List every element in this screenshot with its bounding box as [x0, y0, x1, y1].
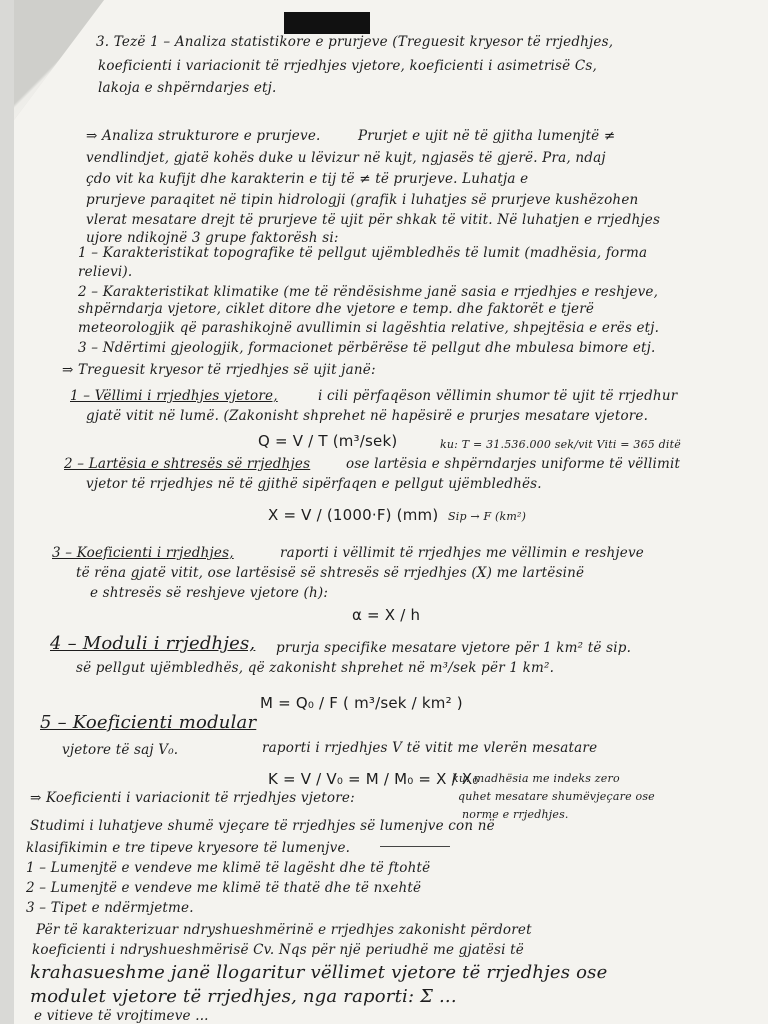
indicator-3-text: të rëna gjatë vitit, ose lartësisë së shtresës së rrjedhjes (X) me lartësinë [76, 565, 585, 581]
indicator-5-text: vjetore të saj V₀. [62, 742, 179, 758]
indicator-4-text: së pellgut ujëmbledhës, që zakonisht shprehet në m³/sek për 1 km². [76, 660, 555, 676]
indicator-2-text: vjetor të rrjedhjes në të gjithë sipërfaqen e pellgut ujëmbledhës. [86, 476, 542, 492]
section-heading-structural-analysis: ⇒ Analiza strukturore e prurjeve. [86, 128, 321, 144]
intro-line: ujore ndikojnë 3 grupe faktorësh si: [86, 230, 339, 246]
indicator-5-note: quhet mesatare shumëvjeçare ose [458, 790, 655, 803]
intro-line: vendlindjet, gjatë kohës duke u lëvizur në kujt, ngjasës të gjerë. Pra, ndaj [86, 150, 606, 166]
closing-line: Për të karakterizuar ndryshueshmërinë e rrjedhjes zakonisht përdoret [36, 922, 532, 938]
indicator-1-text: i cili përfaqëson vëllimin shumor të ujit të rrjedhur [318, 388, 678, 404]
topic-line-1: 3. Tezë 1 – Analiza statistikore e prurjeve (Treguesit kryesor të rrjedhjes, [96, 34, 614, 50]
indicator-2-label: 2 – Lartësia e shtresës së rrjedhjes [64, 456, 311, 472]
closing-line: 3 – Tipet e ndërmjetme. [26, 900, 194, 916]
closing-line: modulet vjetore të rrjedhjes, nga raporti: Σ ... [30, 986, 457, 1007]
closing-line: koeficienti i ndryshueshmërisë Cv. Nqs për një periudhë me gjatësi të [32, 942, 524, 958]
indicator-3-formula: α = X / h [352, 606, 421, 624]
redaction-mark [284, 12, 370, 34]
intro-line: prurjeve paraqitet në tipin hidrologji (grafik i luhatjes së prurjeve kushëzohen [86, 192, 639, 208]
intro-line: Prurjet e ujit në të gjitha lumenjtë ≠ [358, 128, 616, 144]
closing-line: klasifikimin e tre tipeve kryesore të lumenjve. [26, 840, 351, 856]
factor-item: meteorologjik që parashikojnë avullimin si lagështia relative, shpejtësia e erës etj. [78, 320, 660, 336]
indicator-4-formula: M = Q₀ / F ( m³/sek / km² ) [260, 694, 463, 712]
indicator-3-text: e shtresës së reshjeve vjetore (h): [90, 585, 329, 601]
indicator-2-note: Sip → F (km²) [448, 510, 527, 523]
indicator-3-text: raporti i vëllimit të rrjedhjes me vëllimin e reshjeve [280, 545, 644, 561]
factor-item: 2 – Karakteristikat klimatike (me të rëndësishme janë sasia e rrjedhjes e reshjeve, [78, 284, 659, 300]
indicator-5-formula: K = V / V₀ = M / M₀ = X / X₀ [268, 770, 479, 788]
indicator-1-text: gjatë vitit në lumë. (Zakonisht shprehet në hapësirë e prurjes mesatare vjetore. [86, 408, 649, 424]
indicator-5-label: 5 – Koeficienti modular [40, 712, 257, 733]
closing-line: Studimi i luhatjeve shumë vjeçare të rrjedhjes së lumenjve con në [30, 818, 495, 834]
intro-line: çdo vit ka kufijt dhe karakterin e tij të ≠ të prurjeve. Luhatja e [86, 171, 529, 187]
closing-line: krahasueshme janë llogaritur vëllimet vjetore të rrjedhjes ose [30, 962, 608, 983]
underline-mark [380, 846, 450, 847]
indicator-5-text: raporti i rrjedhjes V të vitit me vlerën mesatare [262, 740, 598, 756]
indicator-4-text: prurja specifike mesatare vjetore për 1 km² të sip. [276, 640, 632, 656]
indicator-2-formula: X = V / (1000·F) (mm) [268, 506, 439, 524]
closing-line: e vitieve të vrojtimeve ... [34, 1008, 209, 1024]
indicator-1-label: 1 – Vëllimi i rrjedhjes vjetore, [70, 388, 278, 404]
closing-line: ⇒ Koeficienti i variacionit të rrjedhjes vjetore: [30, 790, 355, 806]
factor-item: shpërndarja vjetore, ciklet ditore dhe vjetore e temp. dhe faktorët e tjerë [78, 301, 595, 317]
factor-item: 1 – Karakteristikat topografike të pellgut ujëmbledhës të lumit (madhësia, forma [78, 245, 648, 261]
indicators-heading: ⇒ Treguesit kryesor të rrjedhjes së ujit janë: [62, 362, 376, 378]
closing-line: 2 – Lumenjtë e vendeve me klimë të thatë dhe të nxehtë [26, 880, 422, 896]
indicator-1-formula: Q = V / T (m³/sek) [258, 432, 398, 450]
indicator-2-text: ose lartësia e shpërndarjes uniforme të vëllimit [346, 456, 681, 472]
indicator-1-note: ku: T = 31.536.000 sek/vit Viti = 365 ditë [440, 438, 681, 451]
closing-line: 1 – Lumenjtë e vendeve me klimë të lagësht dhe të ftohtë [26, 860, 431, 876]
factor-item: relievi). [78, 264, 133, 280]
indicator-4-label: 4 – Moduli i rrjedhjes, [50, 633, 256, 654]
intro-line: vlerat mesatare drejt të prurjeve të ujit për shkak të vitit. Në luhatjen e rrjedhjes [86, 212, 661, 228]
indicator-3-label: 3 – Koeficienti i rrjedhjes, [52, 545, 234, 561]
indicator-5-note: ku: madhësia me indeks zero [452, 772, 620, 785]
topic-line-3: lakoja e shpërndarjes etj. [98, 80, 277, 96]
factor-item: 3 – Ndërtimi gjeologjik, formacionet përbërëse të pellgut dhe mbulesa bimore etj. [78, 340, 656, 356]
topic-line-2: koeficienti i variacionit të rrjedhjes vjetore, koeficienti i asimetrisë Cs, [98, 58, 597, 74]
indicator-5-note: norme e rrjedhjes. [462, 808, 569, 821]
